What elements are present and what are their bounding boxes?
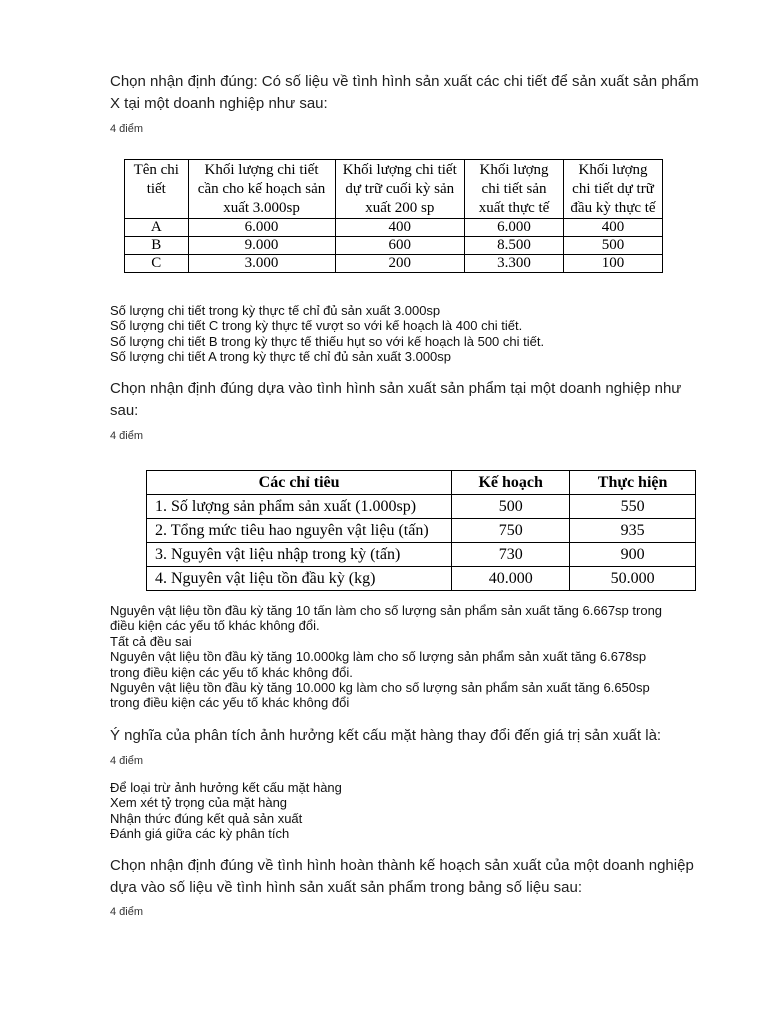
table-cell: 1. Số lượng sản phẩm sản xuất (1.000sp) <box>147 495 452 519</box>
answer-option[interactable]: Nhận thức đúng kết quả sản xuất <box>110 810 303 826</box>
answer-option[interactable]: Tất cả đều sai <box>110 633 192 649</box>
answer-option[interactable]: Số lượng chi tiết trong kỳ thực tế chỉ đủ sản xuất 3.000sp <box>110 303 441 318</box>
table-cell: 550 <box>570 495 696 519</box>
question-1-table <box>124 159 663 273</box>
question-4-points: 4 điểm <box>110 906 144 918</box>
question-1-options <box>110 303 670 365</box>
answer-option[interactable]: Nguyên vật liệu tồn đầu kỳ tăng 10 tấn làm cho số lượng sản phẩm sản xuất tăng 6.667sp trong điều kiện các yếu tố khác không đổi. <box>110 603 663 634</box>
table-header-cell: Khối lượng chi tiết sản xuất thực tế <box>465 160 564 219</box>
question-2-title: Chọn nhận định đúng dựa vào tình hình sản xuất sản phẩm tại một doanh nghiệp như sau: <box>110 380 682 419</box>
question-4-title: Chọn nhận định đúng về tình hình hoàn thành kế hoạch sản xuất của một doanh nghiệp dựa vào số liệu về tình hình sản xuất sản phẩm trong bảng số liệu sau: <box>110 857 694 896</box>
table-cell: 200 <box>335 255 465 273</box>
table-row <box>125 255 663 273</box>
answer-option[interactable]: Nguyên vật liệu tồn đầu kỳ tăng 10.000kg làm cho số lượng sản phẩm sản xuất tăng 6.678sp trong điều kiện các yếu tố khác không đổi. <box>110 649 647 680</box>
answer-option[interactable]: Xem xét tỷ trọng của mặt hàng <box>110 795 288 811</box>
table-header-cell: Các chỉ tiêu <box>147 471 452 495</box>
table-cell: 750 <box>452 519 570 543</box>
table-header-cell: Khối lượng chi tiết dự trữ đầu kỳ thực tế <box>564 160 663 219</box>
table-cell: 500 <box>452 495 570 519</box>
table-cell: 8.500 <box>465 237 564 255</box>
table-cell: 6.000 <box>188 219 335 237</box>
table-cell: 600 <box>335 237 465 255</box>
table-cell: 3.300 <box>465 255 564 273</box>
table-cell: 500 <box>564 237 663 255</box>
table-cell: A <box>125 219 189 237</box>
table-cell: 100 <box>564 255 663 273</box>
table-row <box>147 519 696 543</box>
table-cell: 900 <box>570 543 696 567</box>
table-header-cell: Khối lượng chi tiết cần cho kế hoạch sản xuất 3.000sp <box>188 160 335 219</box>
question-3-points: 4 điểm <box>110 755 144 767</box>
table-cell: C <box>125 255 189 273</box>
table-cell: B <box>125 237 189 255</box>
table-cell: 3. Nguyên vật liệu nhập trong kỳ (tấn) <box>147 543 452 567</box>
table-cell: 400 <box>335 219 465 237</box>
table-cell: 50.000 <box>570 567 696 591</box>
table-cell: 3.000 <box>188 255 335 273</box>
table-cell: 2. Tổng mức tiêu hao nguyên vật liệu (tấn) <box>147 519 452 543</box>
table-row <box>147 495 696 519</box>
table-row <box>147 567 696 591</box>
question-1-title: Chọn nhận định đúng: Có số liệu về tình hình sản xuất các chi tiết để sản xuất sản phẩm X tại một doanh nghiệp như sau: <box>110 73 699 112</box>
question-2-points: 4 điểm <box>110 430 144 442</box>
table-header-cell: Kế hoạch <box>452 471 570 495</box>
table-header-row <box>125 160 663 219</box>
table-row <box>125 237 663 255</box>
table-header-cell: Khối lượng chi tiết dự trữ cuối kỳ sản xuất 200 sp <box>335 160 465 219</box>
answer-option[interactable]: Số lượng chi tiết B trong kỳ thực tế thiếu hụt so với kế hoạch là 500 chi tiết. <box>110 333 545 349</box>
table-header-cell: Tên chi tiết <box>125 160 189 219</box>
table-header-row <box>147 471 696 495</box>
answer-option[interactable]: Số lượng chi tiết C trong kỳ thực tế vượt so với kế hoạch là 400 chi tiết. <box>110 318 523 334</box>
table-cell: 400 <box>564 219 663 237</box>
answer-option[interactable]: Để loại trừ ảnh hưởng kết cấu mặt hàng <box>110 780 342 795</box>
table-cell: 40.000 <box>452 567 570 591</box>
answer-option[interactable]: Số lượng chi tiết A trong kỳ thực tế chỉ đủ sản xuất 3.000sp <box>110 349 452 365</box>
table-cell: 6.000 <box>465 219 564 237</box>
table-row <box>147 543 696 567</box>
table-header-cell: Thực hiện <box>570 471 696 495</box>
answer-option[interactable]: Đánh giá giữa các kỳ phân tích <box>110 826 290 842</box>
question-3-title: Ý nghĩa của phân tích ảnh hưởng kết cấu mặt hàng thay đổi đến giá trị sản xuất là: <box>110 727 662 744</box>
table-cell: 730 <box>452 543 570 567</box>
table-cell: 4. Nguyên vật liệu tồn đầu kỳ (kg) <box>147 567 452 591</box>
table-cell: 9.000 <box>188 237 335 255</box>
table-cell: 935 <box>570 519 696 543</box>
table-row <box>125 219 663 237</box>
question-2-table <box>146 470 696 591</box>
question-3-options <box>110 780 670 842</box>
answer-option[interactable]: Nguyên vật liệu tồn đầu kỳ tăng 10.000 kg làm cho số lượng sản phẩm sản xuất tăng 6.650sp trong điều kiện các yếu tố khác không đổi <box>110 680 650 711</box>
question-2-options <box>110 603 670 711</box>
question-1-points: 4 điểm <box>110 123 144 135</box>
